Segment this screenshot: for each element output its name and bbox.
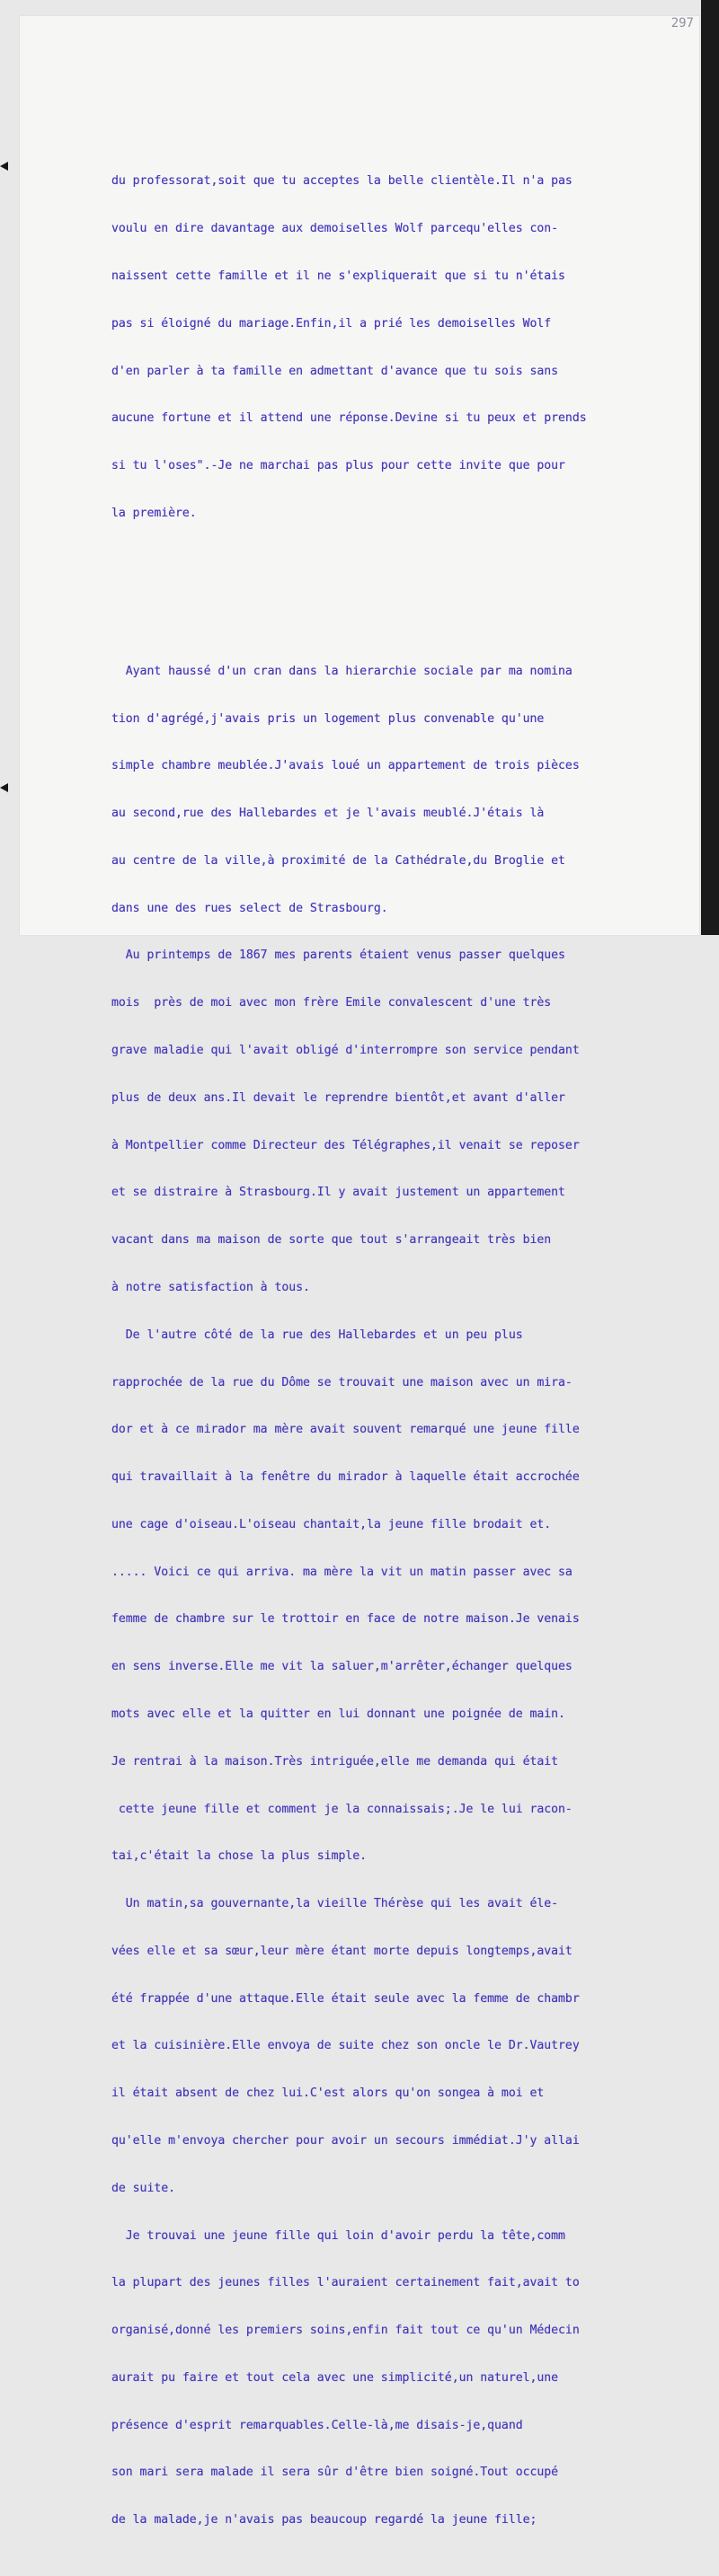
text-line: à Montpellier comme Directeur des Télégraphes,il venait se reposer: [111, 1138, 580, 1152]
text-line: aucune fortune et il attend une réponse.Devine si tu peux et prends: [111, 411, 587, 426]
text-line: été frappée d'une attaque.Elle était seule avec la femme de chambr: [111, 1991, 580, 2006]
text-line: il était absent de chez lui.C'est alors qu'on songea à moi et: [111, 2086, 545, 2101]
text-line: mois près de moi avec mon frère Emile convalescent d'une très: [111, 996, 552, 1010]
text-line: et se distraire à Strasbourg.Il y avait justement un appartement: [111, 1186, 565, 1200]
text-line: dor et à ce mirador ma mère avait souvent remarqué une jeune fille: [111, 1423, 580, 1437]
text-line: une cage d'oiseau.L'oiseau chantait,la jeune fille brodait et.: [111, 1517, 552, 1531]
text-line: au centre de la ville,à proximité de la Cathédrale,du Broglie et: [111, 853, 565, 868]
text-line: tion d'agrégé,j'avais pris un logement plus convenable qu'une: [111, 711, 545, 726]
text-line: et la cuisinière.Elle envoya de suite chez son oncle le Dr.Vautrey: [111, 2039, 580, 2053]
page-number: 297: [670, 16, 694, 31]
text-line: en sens inverse.Elle me vit la saluer,m'arrêter,échanger quelques: [111, 1660, 573, 1674]
text-line: voulu en dire davantage aux demoiselles Wolf parcequ'elles con-: [111, 222, 559, 236]
paragraph-1: [111, 142, 705, 552]
text-line: de la malade,je n'avais pas beaucoup regardé la jeune fille;: [111, 2513, 537, 2527]
text-line: pas si éloigné du mariage.Enfin,il a prié les demoiselles Wolf: [111, 316, 552, 331]
text-line: au second,rue des Hallebardes et je l'avais meublé.J'étais là: [111, 807, 545, 821]
text-line: Au printemps de 1867 mes parents étaient venus passer quelques: [111, 948, 565, 963]
text-line: vées elle et sa sœur,leur mère étant morte depuis longtemps,avait: [111, 1944, 573, 1958]
text-line: présence d'esprit remarquables.Celle-là,me disais-je,quand: [111, 2418, 523, 2432]
text-line: Je trouvai une jeune fille qui loin d'avoir perdu la tête,comm: [111, 2228, 565, 2243]
text-line: mots avec elle et la quitter en lui donnant une poignée de main.: [111, 1707, 565, 1721]
text-line: De l'autre côté de la rue des Hallebardes et un peu plus: [111, 1328, 523, 1342]
text-line: rapprochée de la rue du Dôme se trouvait une maison avec un mira-: [111, 1375, 573, 1389]
text-line: son mari sera malade il sera sûr d'être bien soigné.Tout occupé: [111, 2466, 559, 2480]
text-line: si tu l'oses".-Je ne marchai pas plus pour cette invite que pour: [111, 459, 565, 473]
text-line: la plupart des jeunes filles l'auraient certainement fait,avait to: [111, 2276, 580, 2290]
text-line: de suite.: [111, 2181, 176, 2195]
text-line: vacant dans ma maison de sorte que tout s'arrangeait très bien: [111, 1233, 552, 1248]
text-line: à notre satisfaction à tous.: [111, 1280, 310, 1294]
paragraph-2: [111, 632, 705, 2560]
text-line: Un matin,sa gouvernante,la vieille Thérèse qui les avait éle-: [111, 1897, 559, 1911]
text-line: Je rentrai à la maison.Très intriguée,elle me demanda qui était: [111, 1754, 559, 1769]
text-line: ..... Voici ce qui arriva. ma mère la vit un matin passer avec sa: [111, 1565, 573, 1579]
text-line: qu'elle m'envoya chercher pour avoir un secours immédiat.J'y allai: [111, 2134, 580, 2148]
typewritten-text: [111, 110, 705, 2576]
text-line: la première.: [111, 506, 197, 520]
text-line: d'en parler à ta famille en admettant d'avance que tu sois sans: [111, 364, 559, 378]
text-line: Ayant haussé d'un cran dans la hierarchie sociale par ma nomina: [111, 664, 573, 678]
text-line: aurait pu faire et tout cela avec une simplicité,un naturel,une: [111, 2370, 559, 2385]
text-line: femme de chambre sur le trottoir en face de notre maison.Je venais: [111, 1612, 580, 1627]
text-line: cette jeune fille et comment je la connaissais;.Je le lui racon-: [111, 1802, 573, 1816]
text-line: grave maladie qui l'avait obligé d'interrompre son service pendant: [111, 1044, 580, 1058]
margin-arrow-marker: [0, 783, 8, 792]
text-line: naissent cette famille et il ne s'expliquerait que si tu n'étais: [111, 269, 565, 283]
text-line: tai,c'était la chose la plus simple.: [111, 1849, 368, 1864]
text-line: du professorat,soit que tu acceptes la belle clientèle.Il n'a pas: [111, 174, 573, 189]
text-line: plus de deux ans.Il devait le reprendre bientôt,et avant d'aller: [111, 1090, 565, 1105]
text-line: simple chambre meublée.J'avais loué un appartement de trois pièces: [111, 759, 580, 773]
text-line: dans une des rues select de Strasbourg.: [111, 901, 388, 915]
paragraph-gap: [111, 585, 705, 601]
margin-arrow-marker: [0, 162, 8, 171]
text-line: qui travaillait à la fenêtre du mirador à laquelle était accrochée: [111, 1470, 580, 1485]
text-line: organisé,donné les premiers soins,enfin fait tout ce qu'un Médecin: [111, 2324, 580, 2338]
